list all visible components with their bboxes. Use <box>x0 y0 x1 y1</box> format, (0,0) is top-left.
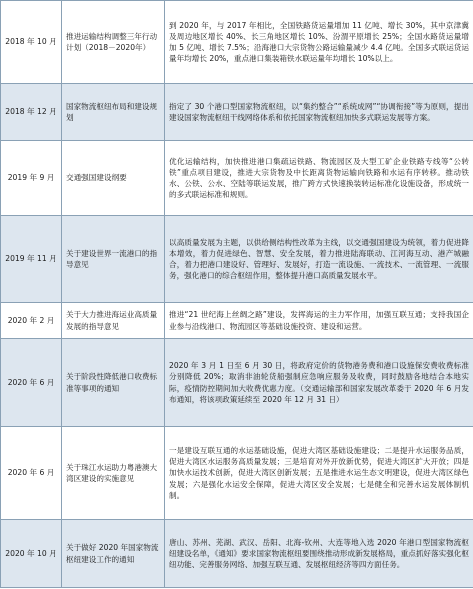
policy-title-cell: 关于建设世界一流港口的指导意见 <box>62 216 165 303</box>
policy-content-cell: 推进“21 世纪海上丝绸之路”建设，发挥海运的主力军作用，加强互联互通；支持我国企业参与沿线港口、物流园区等基础设施投资、建设和运营。 <box>165 303 473 339</box>
policy-content-cell: 指定了 30 个港口型国家物流枢纽，以“集约整合”“系统成网”“协调衔接”等为原则，提出建设国家物流枢纽干线网络体系和依托国家物流枢纽加快多式联运发展等方案。 <box>165 84 473 141</box>
date-cell: 2019 年 11 月 <box>1 216 62 303</box>
date-cell: 2018 年 12 月 <box>1 84 62 141</box>
table-row <box>1 1 473 84</box>
table-row <box>1 427 473 520</box>
date-cell: 2020 年 6 月 <box>1 339 62 427</box>
policy-title-cell: 关于做好 2020 年国家物流枢纽建设工作的通知 <box>62 520 165 588</box>
table-row <box>1 84 473 141</box>
table-row <box>1 141 473 216</box>
policy-content-cell: 以高质量发展为主题，以供给侧结构性改革为主线，以交通强国建设为统领，着力促进降本增效，着力促进绿色、智慧、安全发展，着力推进陆海联动、江河海互动、港产城融合，着力把港口建设好、管理好、发展好，打造一流设施、一流技术、一流管理、一流服务，强化港口的综合枢纽作用，整体提升港口高质量发展水平。 <box>165 216 473 303</box>
policy-title-cell: 关于阶段性降低港口收费标准等事项的通知 <box>62 339 165 427</box>
policy-title-cell: 关于珠江水运助力粤港澳大湾区建设的实施意见 <box>62 427 165 520</box>
table-row <box>1 216 473 303</box>
table-row <box>1 303 473 339</box>
date-cell: 2019 年 9 月 <box>1 141 62 216</box>
date-cell: 2020 年 6 月 <box>1 427 62 520</box>
policy-content-cell: 一是建设互联互通的水运基础设施，促进大湾区基础设施建设；二是提升水运服务品质，促进大湾区水运服务高质量发展；三是培育对外开放新优势，促进大湾区扩大开放；四是加快水运技术创新，促进大湾区创新发展；五是推进水运生态文明建设，促进大湾区绿色发展；六是强化水运安全保障，促进大湾区安全发展；七是健全和完善水运发展体制机制。 <box>165 427 473 520</box>
policy-content-cell: 2020 年 3 月 1 日至 6 月 30 日，将政府定价的货物港务费和港口设施保安费收费标准分别降低 20%；取消非油轮货船强制应急响应服务及收费，同时鼓励各地结合本地实际，疫情防控期间加大收费优惠力度。（交通运输部和国家发展改革委于 2020 年 6 月发布通知，将该项政策延续至 2020 年 12 月 31 日） <box>165 339 473 427</box>
date-cell: 2020 年 2 月 <box>1 303 62 339</box>
policy-title-cell: 交通强国建设纲要 <box>62 141 165 216</box>
policy-title-cell: 推进运输结构调整三年行动计划（2018－2020年） <box>62 1 165 84</box>
policy-title-cell: 关于大力推进海运业高质量发展的指导意见 <box>62 303 165 339</box>
policy-content-cell: 优化运输结构，加快推进港口集疏运铁路、物流园区及大型工矿企业铁路专线等“公转铁”重点项目建设，推进大宗货物及中长距离货物运输向铁路和水运有序转移。推动铁水、公铁、公水、空陆等联运发展，推广跨方式快速换装转运标准化设施设备，形成统一的多式联运标准和规则。 <box>165 141 473 216</box>
date-cell: 2020 年 10 月 <box>1 520 62 588</box>
table-row <box>1 339 473 427</box>
policy-content-cell: 唐山、苏州、芜湖、武汉、岳阳、北海-钦州、大连等地入选 2020 年港口型国家物流枢纽建设名单，《通知》要求国家物流枢纽要围绕推动形成新发展格局，重点抓好落实强化枢纽功能、完善服务网络、加强互联互通、发展枢纽经济等四方面任务。 <box>165 520 473 588</box>
date-cell: 2018 年 10 月 <box>1 1 62 84</box>
table-row <box>1 520 473 588</box>
policy-content-cell: 到 2020 年，与 2017 年相比，全国铁路货运量增加 11 亿吨、增长 30%，其中京津冀及周边地区增长 40%、长三角地区增长 10%、汾渭平原增长 25%；全国水路货运量增加 5 亿吨、增长 7.5%；沿海港口大宗货物公路运输量减少 4.4 亿吨。全国多式联运货运量年均增长 20%，重点港口集装箱铁水联运量年均增长 10%以上。 <box>165 1 473 84</box>
policy-title-cell: 国家物流枢纽布局和建设规划 <box>62 84 165 141</box>
